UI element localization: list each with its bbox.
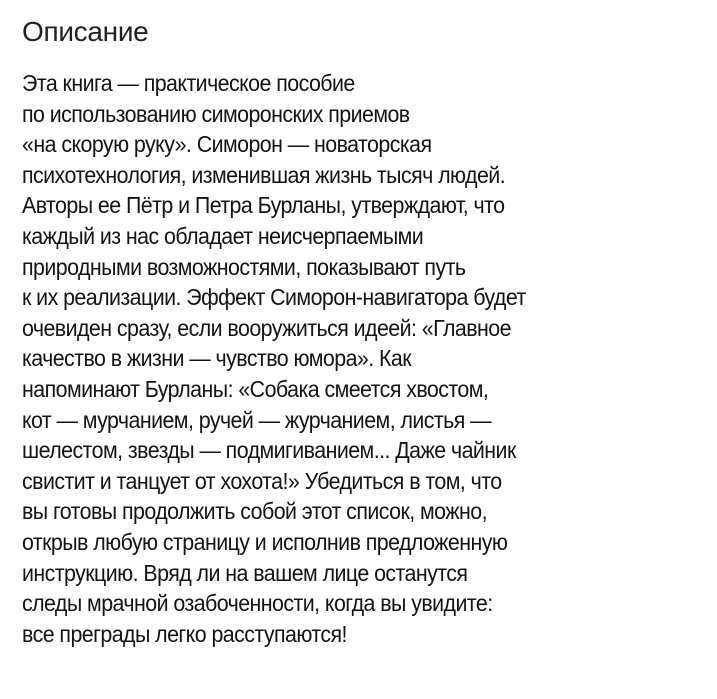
description-line: свистит и танцует от хохота!» Убедиться в том, что bbox=[22, 467, 502, 494]
description-line: вы готовы продолжить собой этот список, можно, bbox=[22, 498, 487, 525]
description-line: каждый из нас обладает неисчерпаемыми bbox=[22, 222, 424, 249]
description-line: качество в жизни — чувство юмора». Как bbox=[22, 345, 412, 372]
description-line: кот — мурчанием, ручей — журчанием, листья — bbox=[22, 406, 491, 433]
section-title: Описание bbox=[22, 16, 149, 47]
description-line: по использованию симоронских приемов bbox=[22, 100, 410, 127]
description-line: к их реализации. Эффект Симорон-навигатора будет bbox=[22, 284, 526, 311]
description-line: открыв любую страницу и исполнив предложенную bbox=[22, 528, 508, 555]
description-line: следы мрачной озабоченности, когда вы увидите: bbox=[22, 590, 493, 617]
description-line: Авторы ее Пётр и Петра Бурланы, утверждают, что bbox=[22, 192, 505, 219]
description-line: напоминают Бурланы: «Собака смеется хвостом, bbox=[22, 375, 489, 402]
description-text bbox=[22, 68, 564, 649]
description-line: очевиден сразу, если вооружиться идеей: «Главное bbox=[22, 314, 511, 341]
description-line: шелестом, звезды — подмигиванием... Даже чайник bbox=[22, 437, 516, 464]
description-line: «на скорую руку». Симорон — новаторская bbox=[22, 131, 432, 158]
description-line: все преграды легко расступаются! bbox=[22, 620, 347, 647]
description-line: инструкцию. Вряд ли на вашем лице останутся bbox=[22, 559, 468, 586]
description-line: природными возможностями, показывают путь bbox=[22, 253, 466, 280]
description-line: психотехнология, изменившая жизнь тысяч людей. bbox=[22, 161, 506, 188]
description-line: Эта книга — практическое пособие bbox=[22, 70, 355, 96]
